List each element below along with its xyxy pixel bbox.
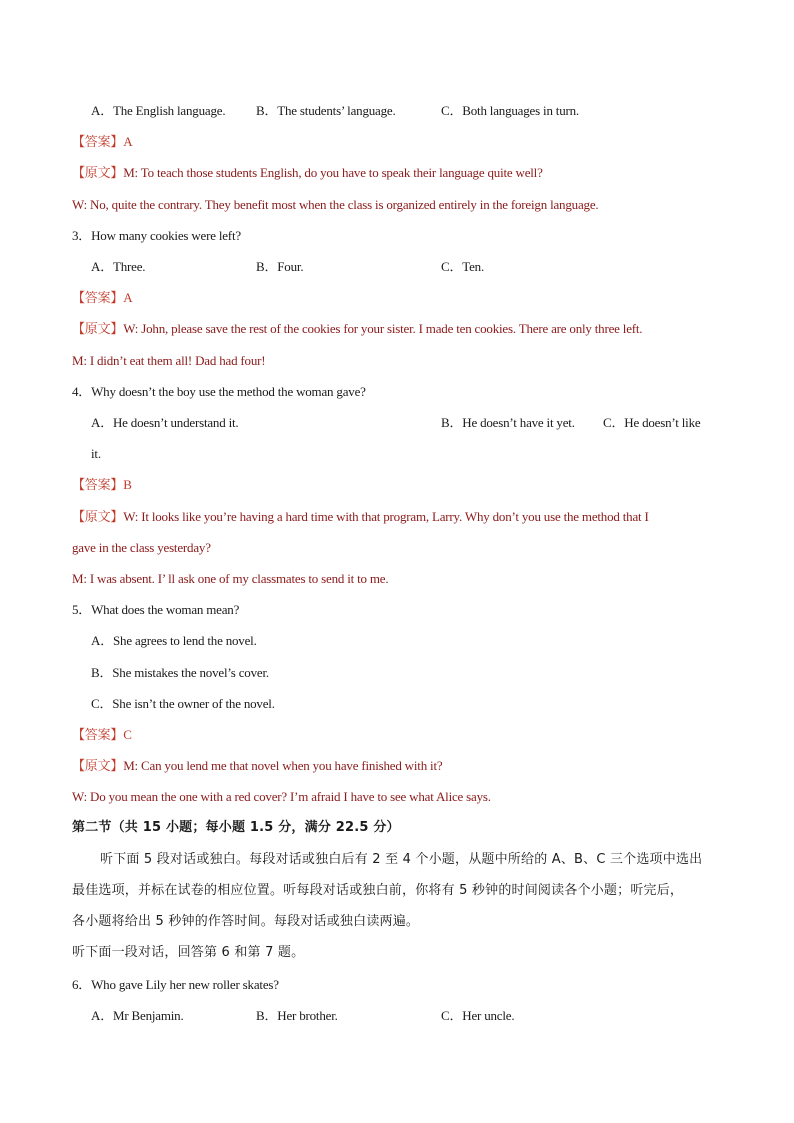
q3-option-c: C．Ten. [441,259,485,274]
q5-option-b: B．She mistakes the novel’s cover. [91,665,269,680]
answer-value: B [123,477,132,492]
transcript-tag: 【原文】 [72,321,124,336]
q2-option-b: B．The students’ language. [256,103,396,118]
q5-transcript-2: W: Do you mean the one with a red cover? I’m afraid I have to see what Alice says. [72,789,491,804]
q2-transcript-1 [72,165,543,181]
q2-option-a: A．The English language. [91,103,226,118]
q6-option-c: C．Her uncle. [441,1008,515,1023]
section-instructions-3: 各小题将给出 5 秒钟的作答时间。每段对话或独白读两遍。 [72,914,420,929]
q4-transcript-2: M: I was absent. I’ ll ask one of my classmates to send it to me. [72,571,389,586]
q3-option-a: A．Three. [91,259,146,274]
transcript-tag: 【原文】 [72,509,124,524]
section-subheading: 听下面一段对话，回答第 6 和第 7 题。 [72,945,305,960]
answer-tag: 【答案】 [72,134,124,149]
answer-tag: 【答案】 [72,477,124,492]
q4-option-b: B．He doesn’t have it yet. [441,415,575,430]
q3-option-b: B．Four. [256,259,304,274]
q4-option-c-wrap: it. [91,446,101,461]
q4-question: 4．Why doesn’t the boy use the method the woman gave? [72,384,366,399]
answer-value: C [123,727,132,742]
q2-option-c: C．Both languages in turn. [441,103,579,118]
q4-option-c: C．He doesn’t like [603,415,701,430]
answer-value: A [123,134,133,149]
q3-transcript-2: M: I didn’t eat them all! Dad had four! [72,353,266,368]
q6-option-a: A．Mr Benjamin. [91,1008,184,1023]
q3-question: 3．How many cookies were left? [72,228,241,243]
transcript-text: M: Can you lend me that novel when you have finished with it? [123,758,443,773]
answer-tag: 【答案】 [72,290,124,305]
transcript-text: W: It looks like you’re having a hard time with that program, Larry. Why don’t you use the method that I [123,509,649,524]
answer-value: A [123,290,133,305]
q6-question: 6．Who gave Lily her new roller skates? [72,977,279,992]
q5-option-a: A．She agrees to lend the novel. [91,633,257,648]
q4-answer [72,477,132,493]
q6-option-b: B．Her brother. [256,1008,338,1023]
transcript-text: M: To teach those students English, do you have to speak their language quite well? [123,165,543,180]
q5-answer [72,727,132,743]
transcript-text: W: John, please save the rest of the cookies for your sister. I made ten cookies. There are only three left. [123,321,643,336]
q2-transcript-2: W: No, quite the contrary. They benefit most when the class is organized entirely in the foreign language. [72,197,599,212]
q4-transcript-1 [72,509,649,525]
q4-option-a: A．He doesn’t understand it. [91,415,239,430]
q5-question: 5．What does the woman mean? [72,602,240,617]
section-instructions-2: 最佳选项，并标在试卷的相应位置。听每段对话或独白前，你将有 5 秒钟的时间阅读各个小题；听完后， [72,883,684,898]
transcript-tag: 【原文】 [72,758,124,773]
q2-answer [72,134,132,150]
q5-option-c: C．She isn’t the owner of the novel. [91,696,275,711]
transcript-tag: 【原文】 [72,165,124,180]
q3-transcript-1 [72,321,642,337]
answer-tag: 【答案】 [72,727,124,742]
q4-transcript-1b: gave in the class yesterday? [72,540,211,555]
section-heading: 第二节（共 15 小题；每小题 1.5 分，满分 22.5 分） [72,820,400,835]
q3-answer [72,290,132,306]
section-instructions-1: 听下面 5 段对话或独白。每段对话或独白后有 2 至 4 个小题，从题中所给的 A、B、C 三个选项中选出 [100,852,703,867]
q5-transcript-1 [72,758,442,774]
